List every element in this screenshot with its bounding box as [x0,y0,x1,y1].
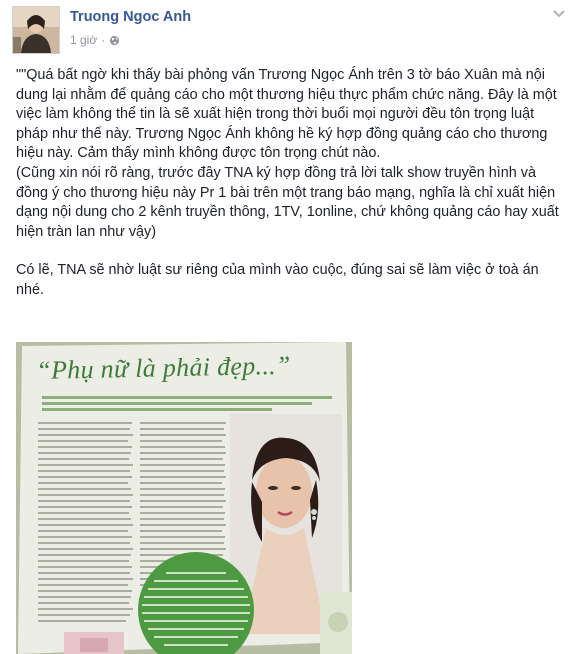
avatar-image [13,7,59,53]
post-timestamp[interactable]: 1 giờ [70,33,98,47]
magazine-page-image [16,342,352,654]
post-paragraph-2: Có lẽ, TNA sẽ nhờ luật sư riêng của mình vào cuộc, đúng sai sẽ làm việc ở toà án nhé. [16,262,539,298]
post-meta [70,33,120,47]
author-name[interactable]: Truong Ngoc Anh [70,9,192,25]
post-body [16,66,564,301]
magazine-headline: “Phụ nữ là phải đẹp...” [36,350,291,385]
post-header [12,6,568,54]
post-photo[interactable] [16,342,352,654]
meta-separator: · [101,33,106,47]
post-paragraph-1: ""Quá bất ngờ khi thấy bài phỏng vấn Trương Ngọc Ánh trên 3 tờ báo Xuân mà nội dung lại nhằm để quảng cáo cho một thương hiệu thực phẩm chức năng. Đây là một việc làm không thể tin là sẽ xuất hiện trong thời buổi mọi người đều tôn trọng luật pháp như thế này. Trương Ngọc Ánh không hề ký hợp đồng quảng cáo cho thương hiệu này. Cảm thấy mình không được tôn trọng chút nào. (Cũng xin nói rõ ràng, trước đây TNA ký hợp đồng trả lời talk show truyền hình và đồng ý cho thương hiệu này Pr 1 bài trên một trang báo mạng, nghĩa là chỉ xuất hiện dạng nội dung cho 2 kênh truyền thông, 1TV, 1online, chứ không quảng cáo hay xuất hiện tràn lan như vậy) [16,67,559,240]
globe-icon[interactable] [109,35,120,46]
chevron-down-icon[interactable] [552,8,566,20]
avatar[interactable] [12,6,60,54]
